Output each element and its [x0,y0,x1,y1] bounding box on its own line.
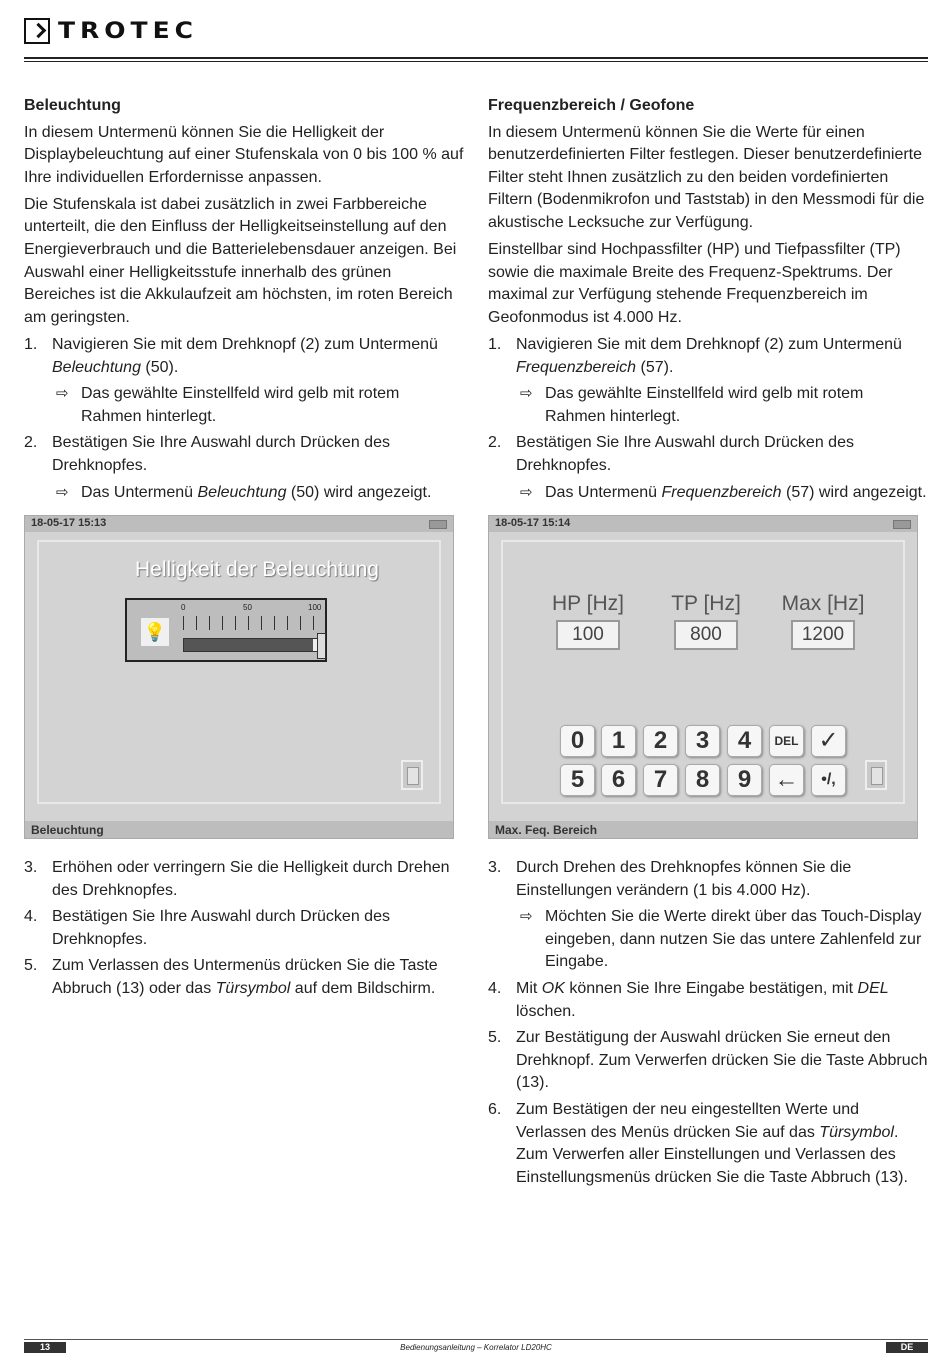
arrow-right-icon: ⇨ [520,483,533,501]
screen-status-label: Beleuchtung [31,823,104,837]
key-2[interactable]: 2 [643,725,678,757]
list-item: 5. Zum Verlassen des Untermenüs drücken Sie die Taste Abbruch (13) oder das Türsymbol auf dem Bildschirm. [24,957,438,997]
left-column-top [24,95,464,508]
header-rule-thin [24,61,928,62]
key-4[interactable]: 4 [727,725,762,757]
right-column-bottom [488,857,928,1193]
battery-icon [429,520,447,529]
brightness-slider-panel [125,598,327,662]
logo-chevron-icon [24,18,50,44]
backspace-key[interactable]: ← [769,764,804,796]
arrow-right-icon: ⇨ [520,385,533,403]
paragraph: In diesem Untermenü können Sie die Werte für einen benutzerdefinierten Filter festlegen. Dieser benutzerdefinierte Filter steht Ihnen zusätzlich zu den beiden vordefinierten Filtern (Bodenmikrofon und Taststab) in den Messmodi für die akustische Lecksuche zur Verfügung. [488,123,925,231]
datetime: 18-05-17 15:14 [495,517,571,529]
list-item: 3. Erhöhen oder verringern Sie die Helligkeit durch Drehen des Drehknopfes. [24,859,450,899]
status-bar [489,516,917,532]
datetime: 18-05-17 15:13 [31,517,107,529]
footer-title: Bedienungsanleitung – Korrelator LD20HC [400,1343,552,1352]
list-item: 5. Zur Bestätigung der Auswahl drücken Sie erneut den Drehknopf. Zum Verwerfen drücken Sie die Taste Abbruch (13). [488,1029,928,1092]
door-exit-icon[interactable] [865,760,887,790]
arrow-right-icon: ⇨ [56,483,69,501]
scale-label-max: 100 [308,603,322,612]
tp-label: TP [Hz] [671,592,741,615]
door-exit-icon[interactable] [401,760,423,790]
scale-ticks [183,616,319,630]
key-7[interactable]: 7 [643,764,678,796]
left-column-bottom [24,857,464,1005]
hp-label: HP [Hz] [552,592,624,615]
key-5[interactable]: 5 [560,764,595,796]
section-heading-beleuchtung: Beleuchtung [24,97,121,114]
screen-status-label: Max. Feq. Bereich [495,823,598,837]
page-header [24,14,928,48]
decimal-key[interactable]: •/, [811,764,846,796]
list-item: 6. Zum Bestätigen der neu eingestellten Werte und Verlassen des Menüs drücken Sie auf das Türsymbol. Zum Verwerfen aller Einstellungen und Verlassen des Einstellungsmenüs drücken Sie die Taste Abbruch (13). [488,1100,908,1186]
max-field[interactable]: 1200 [791,620,855,650]
right-column-top [488,95,928,508]
language-badge: DE [886,1342,928,1353]
status-bar [25,516,453,532]
key-9[interactable]: 9 [727,764,762,796]
battery-icon [893,520,911,529]
list-item: 4. Bestätigen Sie Ihre Auswahl durch Drücken des Drehknopfes. [24,908,390,948]
section-heading-frequenzbereich: Frequenzbereich / Geofone [488,97,695,114]
result-item: ⇨ Das gewählte Einstellfeld wird gelb mit rotem Rahmen hinterlegt. [56,385,400,425]
list-item: 2. Bestätigen Sie Ihre Auswahl durch Drücken des Drehknopfes. [24,434,390,474]
delete-key[interactable]: DEL [769,725,804,757]
list-item: 3. Durch Drehen des Drehknopfes können Sie die Einstellungen verändern (1 bis 4.000 Hz). [488,859,852,899]
result-item: ⇨ Das gewählte Einstellfeld wird gelb mit rotem Rahmen hinterlegt. [520,385,864,425]
list-item: 1. Navigieren Sie mit dem Drehknopf (2) zum Untermenü Frequenzbereich (57). [488,335,902,376]
key-3[interactable]: 3 [685,725,720,757]
screen-footer [489,821,917,838]
arrow-right-icon: ⇨ [56,385,69,403]
max-label: Max [Hz] [781,592,865,615]
lightbulb-icon: 💡 [141,618,169,646]
paragraph: Einstellbar sind Hochpassfilter (HP) und Tiefpassfilter (TP) sowie die maximale Breite des Frequenz-Spektrums. Der maximal zur Verfügung stehende Frequenzbereich im Geofonmodus ist 4.000 Hz. [488,241,901,326]
page-footer [24,1339,928,1354]
header-rule [24,57,928,59]
brightness-fill [184,639,313,651]
paragraph: In diesem Untermenü können Sie die Helligkeit der Displaybeleuchtung auf einer Stufenskala von 0 bis 100 % auf Ihre individuellen Erfordernisse anpassen. [24,123,464,186]
list-item: 4. Mit OK können Sie Ihre Eingabe bestätigen, mit DEL löschen. [488,979,889,1020]
list-item: 2. Bestätigen Sie Ihre Auswahl durch Drücken des Drehknopfes. [488,434,854,474]
key-8[interactable]: 8 [685,764,720,796]
list-item: 1. Navigieren Sie mit dem Drehknopf (2) zum Untermenü Beleuchtung (50). [24,335,438,376]
ok-check-key[interactable]: ✓ [811,725,846,757]
arrow-right-icon: ⇨ [520,908,533,926]
hp-field[interactable]: 100 [556,620,620,650]
brightness-slider[interactable] [183,638,321,652]
slider-handle[interactable] [317,633,326,659]
paragraph: Die Stufenskala ist dabei zusätzlich in zwei Farbbereiche unterteilt, die den Einfluss der Helligkeitseinstellung auf den Energieverbrauch und die Batterielebensdauer anzeigen. Bei Auswahl einer Helligkeitsstufe innerhalb des grünen Bereiches ist die Akkulaufzeit am höchsten, im roten Bereich am geringsten. [24,195,457,326]
result-item: ⇨ Möchten Sie die Werte direkt über das Touch-Display eingeben, dann nutzen Sie das untere Zahlenfeld zur Eingabe. [520,908,922,971]
screen-footer [25,821,453,838]
screenshot-beleuchtung [24,515,454,839]
screenshot-frequenzbereich [488,515,918,839]
page-number: 13 [24,1342,66,1353]
screen-title: Helligkeit der Beleuchtung [135,558,379,581]
key-6[interactable]: 6 [601,764,636,796]
scale-label-mid: 50 [243,603,252,612]
trotec-logo [24,16,198,45]
result-item: ⇨ Das Untermenü Beleuchtung (50) wird angezeigt. [24,482,464,505]
logo-text: TROTEC [58,17,199,44]
scale-label-min: 0 [181,603,186,612]
key-1[interactable]: 1 [601,725,636,757]
key-0[interactable]: 0 [560,725,595,757]
result-item: ⇨ Das Untermenü Frequenzbereich (57) wird angezeigt. [488,482,928,505]
tp-field[interactable]: 800 [674,620,738,650]
